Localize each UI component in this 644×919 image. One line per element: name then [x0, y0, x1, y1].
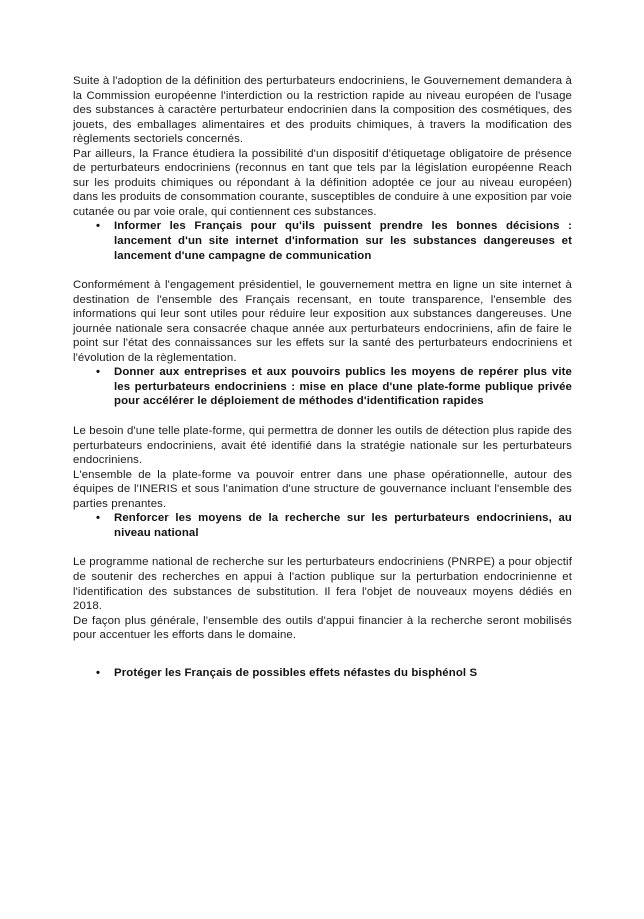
- paragraph-outils-appui-financier: De façon plus générale, l'ensemble des outils d'appui financier à la recherche seront mobilisés pour accentuer les efforts dans le domaine.: [73, 614, 572, 642]
- bullet-item-label: Renforcer les moyens de la recherche sur les perturbateurs endocriniens, au niveau national: [114, 512, 572, 539]
- paragraph-pnrpe: Le programme national de recherche sur les perturbateurs endocriniens (PNRPE) a pour objectif de soutenir des recherches en appui à l'action publique sur la perturbation endocrinienne et l'identification des substances de substitution. Il fera l'objet de nouveaux moyens dédiés en 2018.: [73, 556, 572, 613]
- paragraph-site-internet-transparence: Conformément à l'engagement présidentiel, le gouvernement mettra en ligne un site internet à destination de l'ensemble des Français recensant, en toute transparence, l'ensemble des informations qui leur sont utiles pour réduire leur exposition aux substances dangereuses. Une journée nationale sera consacrée chaque année aux perturbateurs endocriniens, afin de faire le point sur l'état des connaissances sur les effets sur la santé des perturbateurs endocriniens et l'évolution de la règlementation.: [73, 279, 572, 364]
- paragraph-adoption-definition: Suite à l'adoption de la définition des perturbateurs endocriniens, le Gouvernement demandera à la Commission européenne l'interdiction ou la restriction rapide au niveau européen de l'usage des substances à caractère perturbateur endocrinien dans la composition des cosmétiques, des jouets, des emballages alimentaires et des produits chimiques, à travers la modification des règlements sectoriels concernés.: [73, 75, 572, 146]
- paragraph-ineris-gouvernance: L'ensemble de la plate-forme va pouvoir entrer dans une phase opérationnelle, autour des équipes de l'INERIS et sous l'animation d'une structure de gouvernance incluant l'ensemble des parties prenantes.: [73, 468, 572, 510]
- paragraph-besoin-plateforme: Le besoin d'une telle plate-forme, qui permettra de donner les outils de détection plus rapide des perturbateurs endocriniens, avait été identifié dans la stratégie nationale sur les perturbateurs endocriniens.: [73, 425, 572, 467]
- spacer: [73, 540, 572, 555]
- bullet-item-label: Informer les Français pour qu'ils puissent prendre les bonnes décisions : lancement d'un site internet d'information sur les substances dangereuses et lancement d'une campagne de communication: [114, 220, 572, 262]
- bullet-item-renforcer-recherche: [73, 511, 572, 540]
- bullet-item-donner-moyens-reperer: [73, 365, 572, 409]
- bullet-marker-icon: •: [96, 512, 101, 525]
- bullet-list-bisphenol: [73, 666, 572, 681]
- bullet-item-proteger-bisphenol-s: [73, 666, 572, 681]
- bullet-marker-icon: •: [96, 220, 101, 233]
- spacer: [73, 263, 572, 278]
- document-body: [73, 74, 572, 680]
- spacer: [73, 643, 572, 666]
- bullet-list-informer: [73, 219, 572, 263]
- bullet-list-plateforme: [73, 365, 572, 409]
- bullet-item-label: Donner aux entreprises et aux pouvoirs publics les moyens de repérer plus vite les perturbateurs endocriniens : mise en place d'une plate-forme publique privée pour accélérer le déploiement de méthodes d'identification rapides: [114, 366, 572, 408]
- bullet-list-recherche: [73, 511, 572, 540]
- bullet-item-informer-francais: [73, 219, 572, 263]
- paragraph-etiquetage-obligatoire: Par ailleurs, la France étudiera la possibilité d'un dispositif d'étiquetage obligatoire de présence de perturbateurs endocriniens (reconnus en tant que tels par la législation européenne Reach sur les produits chimiques ou répondant à la définition adoptée ce jour au niveau européen) dans les produits de consommation courante, susceptibles de conduire à une exposition par voie cutanée ou par voie orale, qui contiennent ces substances.: [73, 147, 572, 218]
- bullet-item-label: Protéger les Français de possibles effets néfastes du bisphénol S: [114, 666, 478, 679]
- bullet-marker-icon: •: [96, 666, 101, 679]
- bullet-marker-icon: •: [96, 366, 101, 379]
- spacer: [73, 409, 572, 424]
